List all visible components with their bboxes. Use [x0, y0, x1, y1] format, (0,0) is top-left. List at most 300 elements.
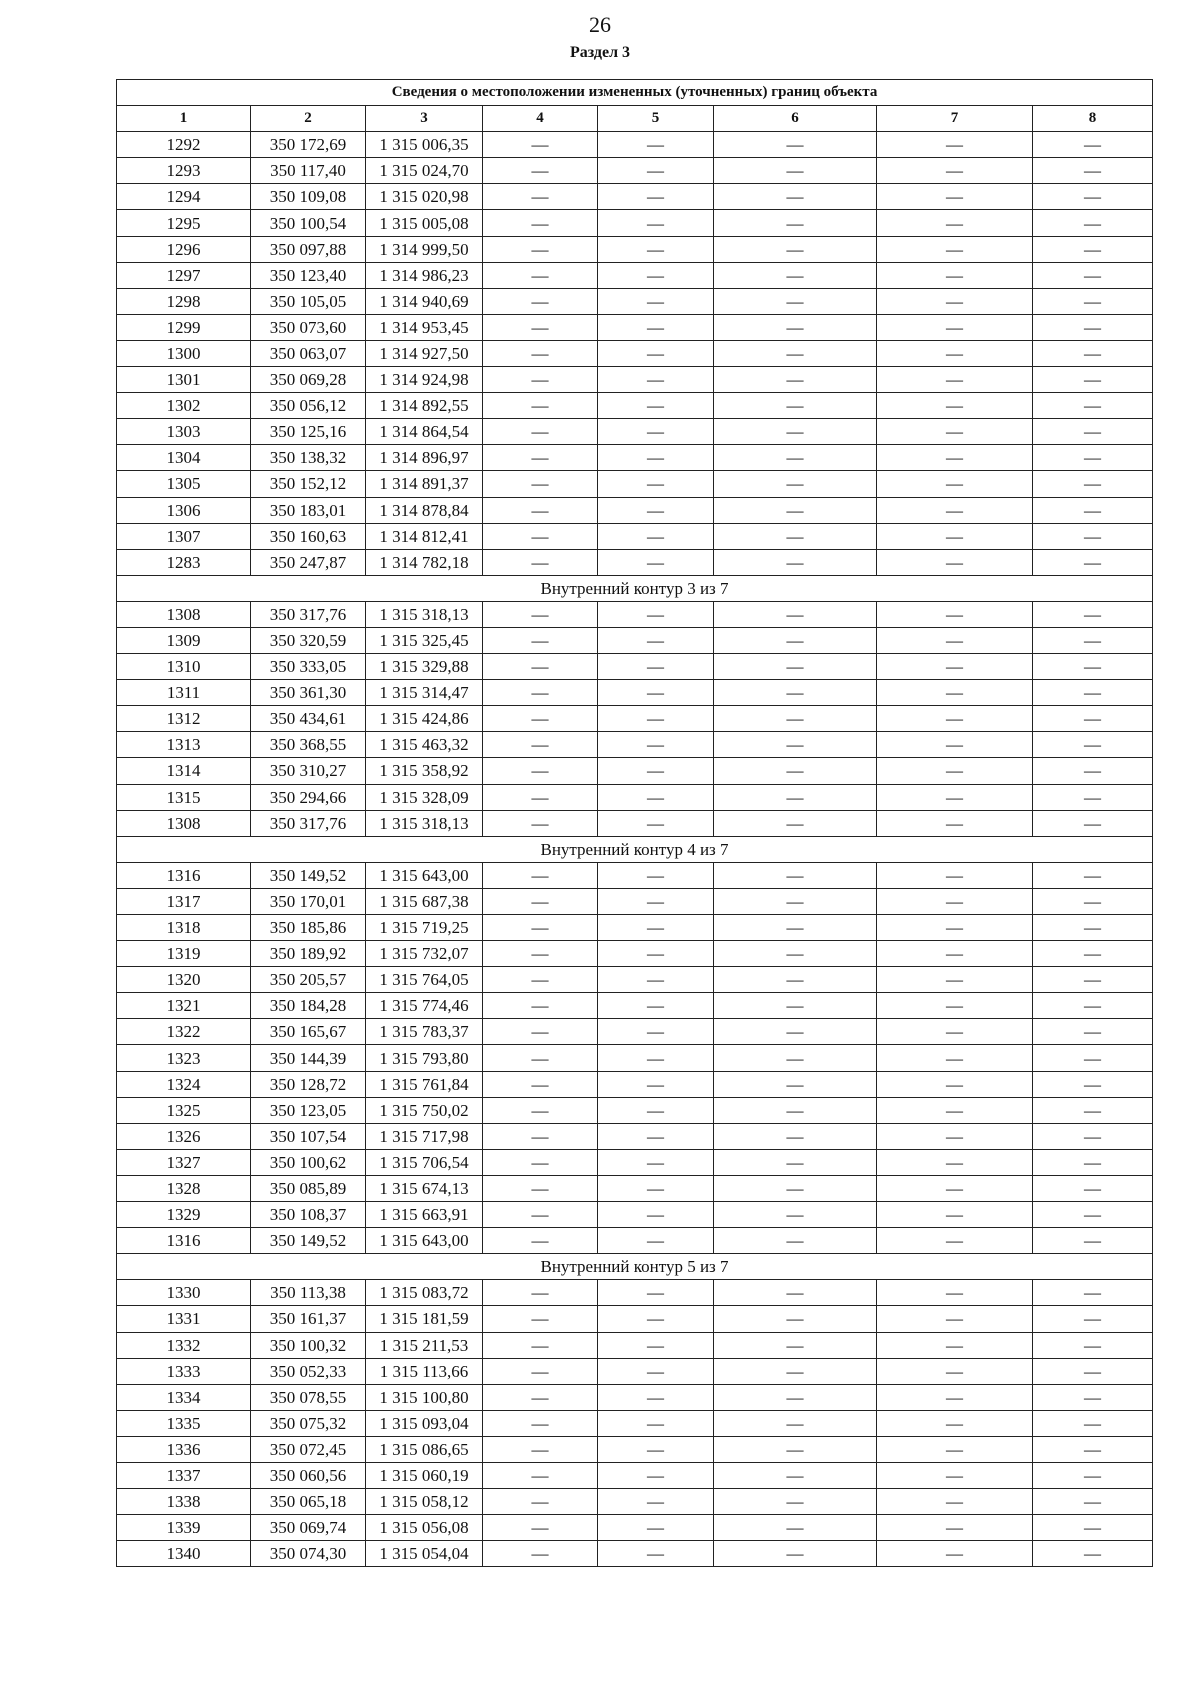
empty-cell: — — [714, 1045, 877, 1071]
empty-cell: — — [598, 941, 714, 967]
empty-cell: — — [1033, 888, 1153, 914]
table-row — [117, 784, 1153, 810]
empty-cell: — — [598, 288, 714, 314]
empty-cell: — — [1033, 236, 1153, 262]
empty-cell: — — [877, 1436, 1033, 1462]
x-coordinate-cell: 350 063,07 — [251, 340, 366, 366]
point-number-cell: 1324 — [117, 1071, 251, 1097]
table-row — [117, 1332, 1153, 1358]
table-row — [117, 1384, 1153, 1410]
empty-cell: — — [877, 1097, 1033, 1123]
column-header: 5 — [598, 106, 714, 132]
contour-label-row — [117, 1254, 1153, 1280]
empty-cell: — — [483, 1019, 598, 1045]
empty-cell: — — [877, 680, 1033, 706]
point-number-cell: 1294 — [117, 184, 251, 210]
point-number-cell: 1340 — [117, 1541, 251, 1567]
x-coordinate-cell: 350 097,88 — [251, 236, 366, 262]
y-coordinate-cell: 1 315 093,04 — [366, 1410, 483, 1436]
empty-cell: — — [1033, 1123, 1153, 1149]
empty-cell: — — [483, 497, 598, 523]
point-number-cell: 1326 — [117, 1123, 251, 1149]
table-row — [117, 1202, 1153, 1228]
empty-cell: — — [483, 888, 598, 914]
table-caption-row — [117, 80, 1153, 106]
empty-cell: — — [483, 1541, 598, 1567]
y-coordinate-cell: 1 314 927,50 — [366, 340, 483, 366]
point-number-cell: 1328 — [117, 1175, 251, 1201]
empty-cell: — — [714, 967, 877, 993]
y-coordinate-cell: 1 315 086,65 — [366, 1436, 483, 1462]
empty-cell: — — [1033, 1358, 1153, 1384]
empty-cell: — — [877, 862, 1033, 888]
empty-cell: — — [714, 1280, 877, 1306]
point-number-cell: 1296 — [117, 236, 251, 262]
point-number-cell: 1319 — [117, 941, 251, 967]
point-number-cell: 1314 — [117, 758, 251, 784]
empty-cell: — — [877, 1202, 1033, 1228]
empty-cell: — — [483, 758, 598, 784]
point-number-cell: 1292 — [117, 132, 251, 158]
y-coordinate-cell: 1 315 318,13 — [366, 601, 483, 627]
x-coordinate-cell: 350 107,54 — [251, 1123, 366, 1149]
point-number-cell: 1304 — [117, 445, 251, 471]
empty-cell: — — [877, 367, 1033, 393]
table-row — [117, 1149, 1153, 1175]
empty-cell: — — [877, 549, 1033, 575]
empty-cell: — — [598, 1436, 714, 1462]
empty-cell: — — [877, 1332, 1033, 1358]
x-coordinate-cell: 350 100,32 — [251, 1332, 366, 1358]
empty-cell: — — [714, 1541, 877, 1567]
empty-cell: — — [598, 1280, 714, 1306]
empty-cell: — — [1033, 1202, 1153, 1228]
table-row — [117, 419, 1153, 445]
y-coordinate-cell: 1 315 687,38 — [366, 888, 483, 914]
empty-cell: — — [1033, 367, 1153, 393]
point-number-cell: 1305 — [117, 471, 251, 497]
column-header: 8 — [1033, 106, 1153, 132]
empty-cell: — — [598, 184, 714, 210]
empty-cell: — — [598, 158, 714, 184]
y-coordinate-cell: 1 315 100,80 — [366, 1384, 483, 1410]
y-coordinate-cell: 1 315 761,84 — [366, 1071, 483, 1097]
x-coordinate-cell: 350 144,39 — [251, 1045, 366, 1071]
empty-cell: — — [877, 784, 1033, 810]
y-coordinate-cell: 1 314 782,18 — [366, 549, 483, 575]
empty-cell: — — [714, 1384, 877, 1410]
x-coordinate-cell: 350 320,59 — [251, 627, 366, 653]
x-coordinate-cell: 350 361,30 — [251, 680, 366, 706]
x-coordinate-cell: 350 085,89 — [251, 1175, 366, 1201]
x-coordinate-cell: 350 108,37 — [251, 1202, 366, 1228]
empty-cell: — — [598, 810, 714, 836]
x-coordinate-cell: 350 310,27 — [251, 758, 366, 784]
point-number-cell: 1322 — [117, 1019, 251, 1045]
empty-cell: — — [1033, 993, 1153, 1019]
point-number-cell: 1299 — [117, 314, 251, 340]
empty-cell: — — [714, 654, 877, 680]
table-row — [117, 1045, 1153, 1071]
point-number-cell: 1327 — [117, 1149, 251, 1175]
y-coordinate-cell: 1 315 764,05 — [366, 967, 483, 993]
empty-cell: — — [483, 1436, 598, 1462]
empty-cell: — — [877, 314, 1033, 340]
y-coordinate-cell: 1 314 924,98 — [366, 367, 483, 393]
table-row — [117, 1358, 1153, 1384]
empty-cell: — — [877, 1515, 1033, 1541]
empty-cell: — — [714, 1515, 877, 1541]
empty-cell: — — [483, 862, 598, 888]
table-row — [117, 236, 1153, 262]
empty-cell: — — [714, 367, 877, 393]
empty-cell: — — [877, 1071, 1033, 1097]
empty-cell: — — [714, 1489, 877, 1515]
point-number-cell: 1309 — [117, 627, 251, 653]
point-number-cell: 1333 — [117, 1358, 251, 1384]
empty-cell: — — [483, 288, 598, 314]
empty-cell: — — [598, 210, 714, 236]
empty-cell: — — [483, 314, 598, 340]
empty-cell: — — [877, 419, 1033, 445]
table-row — [117, 1071, 1153, 1097]
empty-cell: — — [1033, 1332, 1153, 1358]
empty-cell: — — [714, 419, 877, 445]
empty-cell: — — [1033, 915, 1153, 941]
empty-cell: — — [714, 732, 877, 758]
point-number-cell: 1306 — [117, 497, 251, 523]
x-coordinate-cell: 350 185,86 — [251, 915, 366, 941]
table-row — [117, 862, 1153, 888]
empty-cell: — — [1033, 158, 1153, 184]
empty-cell: — — [598, 471, 714, 497]
empty-cell: — — [1033, 654, 1153, 680]
empty-cell: — — [877, 445, 1033, 471]
point-number-cell: 1301 — [117, 367, 251, 393]
table-row — [117, 393, 1153, 419]
empty-cell: — — [1033, 288, 1153, 314]
contour-label: Внутренний контур 5 из 7 — [117, 1254, 1153, 1280]
empty-cell: — — [877, 941, 1033, 967]
empty-cell: — — [1033, 1071, 1153, 1097]
empty-cell: — — [877, 1149, 1033, 1175]
empty-cell: — — [598, 1462, 714, 1488]
empty-cell: — — [483, 680, 598, 706]
y-coordinate-cell: 1 315 717,98 — [366, 1123, 483, 1149]
empty-cell: — — [714, 627, 877, 653]
point-number-cell: 1320 — [117, 967, 251, 993]
empty-cell: — — [1033, 941, 1153, 967]
empty-cell: — — [598, 758, 714, 784]
empty-cell: — — [1033, 627, 1153, 653]
empty-cell: — — [714, 471, 877, 497]
column-header: 7 — [877, 106, 1033, 132]
y-coordinate-cell: 1 314 999,50 — [366, 236, 483, 262]
y-coordinate-cell: 1 314 940,69 — [366, 288, 483, 314]
table-row — [117, 184, 1153, 210]
x-coordinate-cell: 350 152,12 — [251, 471, 366, 497]
x-coordinate-cell: 350 123,40 — [251, 262, 366, 288]
empty-cell: — — [598, 1228, 714, 1254]
empty-cell: — — [714, 758, 877, 784]
empty-cell: — — [598, 784, 714, 810]
x-coordinate-cell: 350 170,01 — [251, 888, 366, 914]
table-caption: Сведения о местоположении измененных (уточненных) границ объекта — [117, 80, 1153, 106]
empty-cell: — — [714, 158, 877, 184]
point-number-cell: 1336 — [117, 1436, 251, 1462]
empty-cell: — — [877, 1045, 1033, 1071]
empty-cell: — — [598, 862, 714, 888]
empty-cell: — — [877, 184, 1033, 210]
point-number-cell: 1339 — [117, 1515, 251, 1541]
table-row — [117, 967, 1153, 993]
point-number-cell: 1308 — [117, 601, 251, 627]
x-coordinate-cell: 350 161,37 — [251, 1306, 366, 1332]
empty-cell: — — [483, 1384, 598, 1410]
empty-cell: — — [1033, 1515, 1153, 1541]
table-row — [117, 1541, 1153, 1567]
empty-cell: — — [1033, 601, 1153, 627]
x-coordinate-cell: 350 138,32 — [251, 445, 366, 471]
y-coordinate-cell: 1 315 750,02 — [366, 1097, 483, 1123]
empty-cell: — — [714, 1019, 877, 1045]
empty-cell: — — [714, 340, 877, 366]
empty-cell: — — [714, 393, 877, 419]
x-coordinate-cell: 350 247,87 — [251, 549, 366, 575]
column-header: 1 — [117, 106, 251, 132]
empty-cell: — — [1033, 132, 1153, 158]
empty-cell: — — [1033, 314, 1153, 340]
empty-cell: — — [598, 367, 714, 393]
y-coordinate-cell: 1 315 020,98 — [366, 184, 483, 210]
empty-cell: — — [714, 1332, 877, 1358]
empty-cell: — — [1033, 1175, 1153, 1201]
table-row — [117, 732, 1153, 758]
empty-cell: — — [598, 1358, 714, 1384]
empty-cell: — — [1033, 340, 1153, 366]
empty-cell: — — [877, 1489, 1033, 1515]
y-coordinate-cell: 1 315 774,46 — [366, 993, 483, 1019]
empty-cell: — — [483, 445, 598, 471]
column-header: 3 — [366, 106, 483, 132]
table-row — [117, 210, 1153, 236]
empty-cell: — — [714, 210, 877, 236]
empty-cell: — — [877, 236, 1033, 262]
x-coordinate-cell: 350 069,28 — [251, 367, 366, 393]
y-coordinate-cell: 1 315 793,80 — [366, 1045, 483, 1071]
y-coordinate-cell: 1 315 024,70 — [366, 158, 483, 184]
x-coordinate-cell: 350 072,45 — [251, 1436, 366, 1462]
empty-cell: — — [598, 393, 714, 419]
column-header: 4 — [483, 106, 598, 132]
point-number-cell: 1303 — [117, 419, 251, 445]
point-number-cell: 1293 — [117, 158, 251, 184]
empty-cell: — — [1033, 1149, 1153, 1175]
y-coordinate-cell: 1 315 325,45 — [366, 627, 483, 653]
x-coordinate-cell: 350 065,18 — [251, 1489, 366, 1515]
x-coordinate-cell: 350 123,05 — [251, 1097, 366, 1123]
point-number-cell: 1331 — [117, 1306, 251, 1332]
empty-cell: — — [483, 706, 598, 732]
point-number-cell: 1323 — [117, 1045, 251, 1071]
empty-cell: — — [1033, 1462, 1153, 1488]
table-row — [117, 445, 1153, 471]
empty-cell: — — [1033, 419, 1153, 445]
empty-cell: — — [598, 262, 714, 288]
empty-cell: — — [877, 471, 1033, 497]
empty-cell: — — [598, 497, 714, 523]
y-coordinate-cell: 1 315 181,59 — [366, 1306, 483, 1332]
empty-cell: — — [877, 1280, 1033, 1306]
empty-cell: — — [483, 158, 598, 184]
table-row — [117, 1019, 1153, 1045]
empty-cell: — — [598, 680, 714, 706]
y-coordinate-cell: 1 315 719,25 — [366, 915, 483, 941]
empty-cell: — — [877, 888, 1033, 914]
y-coordinate-cell: 1 315 329,88 — [366, 654, 483, 680]
point-number-cell: 1298 — [117, 288, 251, 314]
empty-cell: — — [598, 601, 714, 627]
empty-cell: — — [714, 523, 877, 549]
table-row — [117, 497, 1153, 523]
empty-cell: — — [1033, 810, 1153, 836]
point-number-cell: 1302 — [117, 393, 251, 419]
point-number-cell: 1307 — [117, 523, 251, 549]
empty-cell: — — [483, 941, 598, 967]
empty-cell: — — [598, 1410, 714, 1436]
empty-cell: — — [483, 1149, 598, 1175]
empty-cell: — — [1033, 1410, 1153, 1436]
empty-cell: — — [1033, 1384, 1153, 1410]
empty-cell: — — [877, 732, 1033, 758]
y-coordinate-cell: 1 315 211,53 — [366, 1332, 483, 1358]
point-number-cell: 1316 — [117, 1228, 251, 1254]
empty-cell: — — [714, 1228, 877, 1254]
empty-cell: — — [714, 993, 877, 1019]
empty-cell: — — [1033, 471, 1153, 497]
empty-cell: — — [483, 419, 598, 445]
empty-cell: — — [714, 1149, 877, 1175]
point-number-cell: 1311 — [117, 680, 251, 706]
empty-cell: — — [714, 1410, 877, 1436]
empty-cell: — — [483, 549, 598, 575]
empty-cell: — — [877, 1462, 1033, 1488]
contour-label: Внутренний контур 4 из 7 — [117, 836, 1153, 862]
empty-cell: — — [1033, 1280, 1153, 1306]
empty-cell: — — [714, 262, 877, 288]
empty-cell: — — [714, 1071, 877, 1097]
empty-cell: — — [1033, 549, 1153, 575]
empty-cell: — — [1033, 732, 1153, 758]
point-number-cell: 1325 — [117, 1097, 251, 1123]
x-coordinate-cell: 350 056,12 — [251, 393, 366, 419]
empty-cell: — — [714, 601, 877, 627]
point-number-cell: 1297 — [117, 262, 251, 288]
point-number-cell: 1321 — [117, 993, 251, 1019]
empty-cell: — — [483, 393, 598, 419]
table-row — [117, 758, 1153, 784]
x-coordinate-cell: 350 073,60 — [251, 314, 366, 340]
table-row — [117, 654, 1153, 680]
empty-cell: — — [598, 1202, 714, 1228]
empty-cell: — — [714, 1436, 877, 1462]
empty-cell: — — [877, 497, 1033, 523]
empty-cell: — — [714, 784, 877, 810]
y-coordinate-cell: 1 315 056,08 — [366, 1515, 483, 1541]
x-coordinate-cell: 350 317,76 — [251, 601, 366, 627]
empty-cell: — — [483, 1175, 598, 1201]
y-coordinate-cell: 1 315 706,54 — [366, 1149, 483, 1175]
empty-cell: — — [714, 314, 877, 340]
empty-cell: — — [714, 1358, 877, 1384]
x-coordinate-cell: 350 149,52 — [251, 862, 366, 888]
point-number-cell: 1332 — [117, 1332, 251, 1358]
x-coordinate-cell: 350 165,67 — [251, 1019, 366, 1045]
point-number-cell: 1315 — [117, 784, 251, 810]
empty-cell: — — [1033, 967, 1153, 993]
empty-cell: — — [714, 862, 877, 888]
empty-cell: — — [598, 1332, 714, 1358]
empty-cell: — — [598, 1097, 714, 1123]
y-coordinate-cell: 1 314 896,97 — [366, 445, 483, 471]
empty-cell: — — [714, 1123, 877, 1149]
empty-cell: — — [483, 1202, 598, 1228]
empty-cell: — — [598, 627, 714, 653]
empty-cell: — — [483, 132, 598, 158]
empty-cell: — — [598, 1019, 714, 1045]
x-coordinate-cell: 350 128,72 — [251, 1071, 366, 1097]
empty-cell: — — [877, 210, 1033, 236]
empty-cell: — — [483, 1228, 598, 1254]
y-coordinate-cell: 1 315 005,08 — [366, 210, 483, 236]
empty-cell: — — [877, 158, 1033, 184]
empty-cell: — — [877, 132, 1033, 158]
contour-label: Внутренний контур 3 из 7 — [117, 575, 1153, 601]
table-row — [117, 1097, 1153, 1123]
empty-cell: — — [877, 810, 1033, 836]
x-coordinate-cell: 350 184,28 — [251, 993, 366, 1019]
empty-cell: — — [598, 915, 714, 941]
boundary-coordinates-table — [116, 79, 1153, 1567]
table-row — [117, 1175, 1153, 1201]
table-row — [117, 1280, 1153, 1306]
table-row — [117, 132, 1153, 158]
table-row — [117, 262, 1153, 288]
table-row — [117, 288, 1153, 314]
empty-cell: — — [483, 523, 598, 549]
x-coordinate-cell: 350 333,05 — [251, 654, 366, 680]
empty-cell: — — [483, 915, 598, 941]
y-coordinate-cell: 1 315 424,86 — [366, 706, 483, 732]
empty-cell: — — [877, 601, 1033, 627]
table-row — [117, 1306, 1153, 1332]
table-row — [117, 549, 1153, 575]
x-coordinate-cell: 350 160,63 — [251, 523, 366, 549]
table-row — [117, 601, 1153, 627]
x-coordinate-cell: 350 113,38 — [251, 1280, 366, 1306]
y-coordinate-cell: 1 314 986,23 — [366, 262, 483, 288]
empty-cell: — — [714, 236, 877, 262]
y-coordinate-cell: 1 315 113,66 — [366, 1358, 483, 1384]
y-coordinate-cell: 1 315 358,92 — [366, 758, 483, 784]
y-coordinate-cell: 1 315 663,91 — [366, 1202, 483, 1228]
y-coordinate-cell: 1 315 674,13 — [366, 1175, 483, 1201]
empty-cell: — — [714, 549, 877, 575]
empty-cell: — — [877, 1123, 1033, 1149]
empty-cell: — — [877, 1175, 1033, 1201]
point-number-cell: 1335 — [117, 1410, 251, 1436]
table-row — [117, 1123, 1153, 1149]
